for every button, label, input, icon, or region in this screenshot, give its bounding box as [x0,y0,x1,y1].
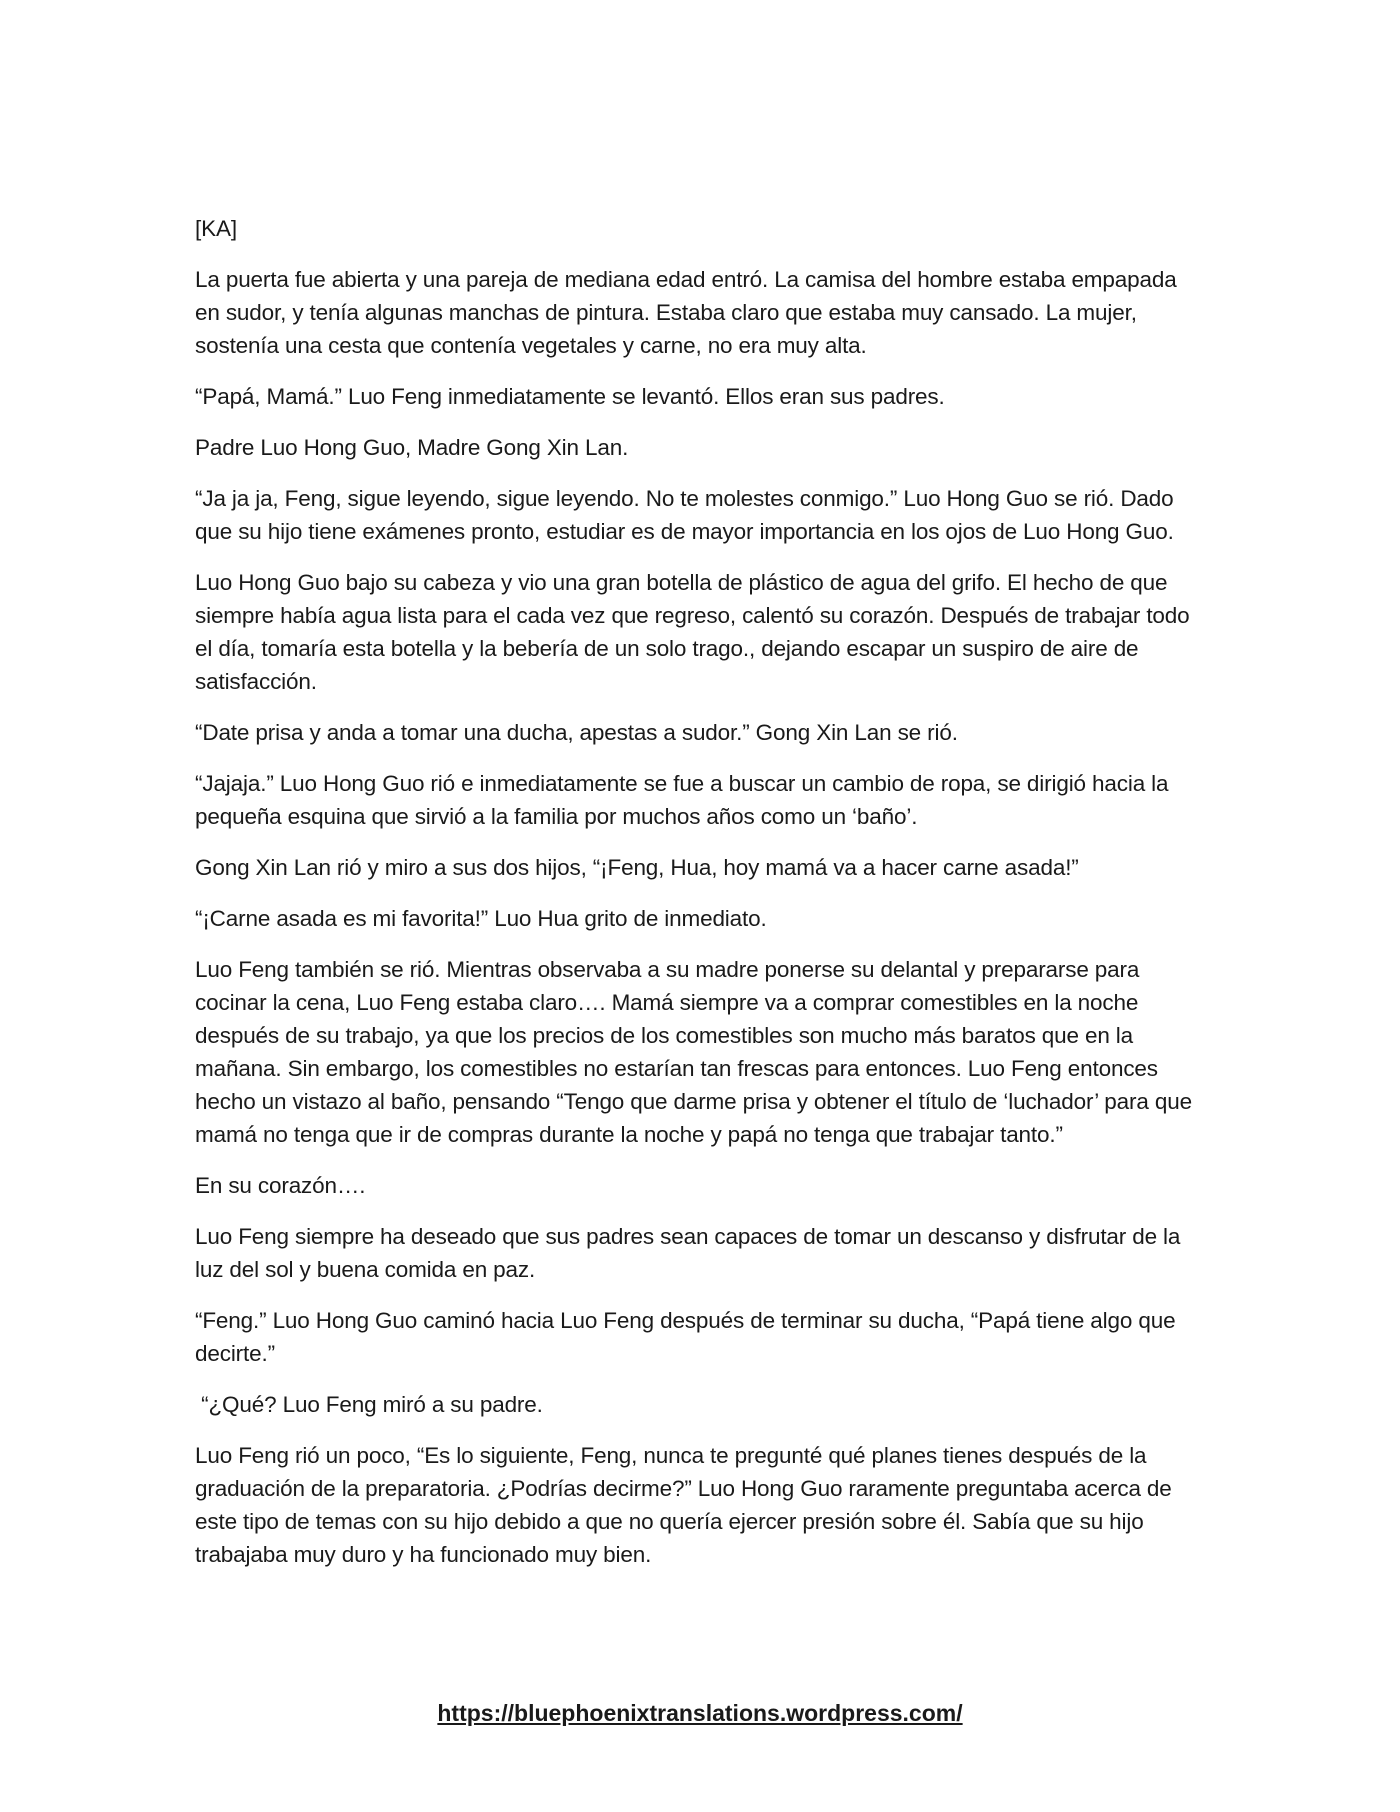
paragraph: Gong Xin Lan rió y miro a sus dos hijos, “¡Feng, Hua, hoy mamá va a hacer carne asada!” [195,855,1079,880]
paragraph: “¿Qué? Luo Feng miró a su padre. [195,1392,543,1417]
paragraph: “¡Carne asada es mi favorita!” Luo Hua grito de inmediato. [195,906,767,931]
document-body [195,212,1205,1589]
chapter-tag: [KA] [195,216,237,241]
paragraph: Luo Hong Guo bajo su cabeza y vio una gran botella de plástico de agua del grifo. El hecho de que siempre había agua lista para el cada vez que regreso, calentó su corazón. Después de trabajar todo el día, tomaría esta botella y la bebería de un solo trago., dejando escapar un suspiro de aire de satisfacción. [195,570,1190,694]
paragraph: Luo Feng siempre ha deseado que sus padres sean capaces de tomar un descanso y disfrutar de la luz del sol y buena comida en paz. [195,1224,1181,1282]
paragraph: Luo Feng rió un poco, “Es lo siguiente, Feng, nunca te pregunté qué planes tienes después de la graduación de la preparatoria. ¿Podrías decirme?” Luo Hong Guo raramente preguntaba acerca de este tipo de temas con su hijo debido a que no quería ejercer presión sobre él. Sabía que su hijo trabajaba muy duro y ha funcionado muy bien. [195,1443,1172,1567]
paragraph: “Feng.” Luo Hong Guo caminó hacia Luo Feng después de terminar su ducha, “Papá tiene algo que decirte.” [195,1308,1176,1366]
footer-url-link[interactable]: https://bluephoenixtranslations.wordpress.com/ [437,1700,963,1726]
paragraph: La puerta fue abierta y una pareja de mediana edad entró. La camisa del hombre estaba empapada en sudor, y tenía algunas manchas de pintura. Estaba claro que estaba muy cansado. La mujer, sostenía una cesta que contenía vegetales y carne, no era muy alta. [195,267,1177,358]
paragraph: “Papá, Mamá.” Luo Feng inmediatamente se levantó. Ellos eran sus padres. [195,384,945,409]
paragraph: “Date prisa y anda a tomar una ducha, apestas a sudor.” Gong Xin Lan se rió. [195,720,958,745]
paragraph: Luo Feng también se rió. Mientras observaba a su madre ponerse su delantal y prepararse para cocinar la cena, Luo Feng estaba claro…. Mamá siempre va a comprar comestibles en la noche después de su trabajo, ya que los precios de los comestibles son mucho más baratos que en la mañana. Sin embargo, los comestibles no estarían tan frescas para entonces. Luo Feng entonces hecho un vistazo al baño, pensando “Tengo que darme prisa y obtener el título de ‘luchador’ para que mamá no tenga que ir de compras durante la noche y papá no tenga que trabajar tanto.” [195,957,1192,1147]
paragraph: “Ja ja ja, Feng, sigue leyendo, sigue leyendo. No te molestes conmigo.” Luo Hong Guo se rió. Dado que su hijo tiene exámenes pronto, estudiar es de mayor importancia en los ojos de Luo Hong Guo. [195,486,1174,544]
paragraph: “Jajaja.” Luo Hong Guo rió e inmediatamente se fue a buscar un cambio de ropa, se dirigió hacia la pequeña esquina que sirvió a la familia por muchos años como un ‘baño’. [195,771,1169,829]
paragraph: En su corazón…. [195,1173,366,1198]
paragraph: Padre Luo Hong Guo, Madre Gong Xin Lan. [195,435,629,460]
